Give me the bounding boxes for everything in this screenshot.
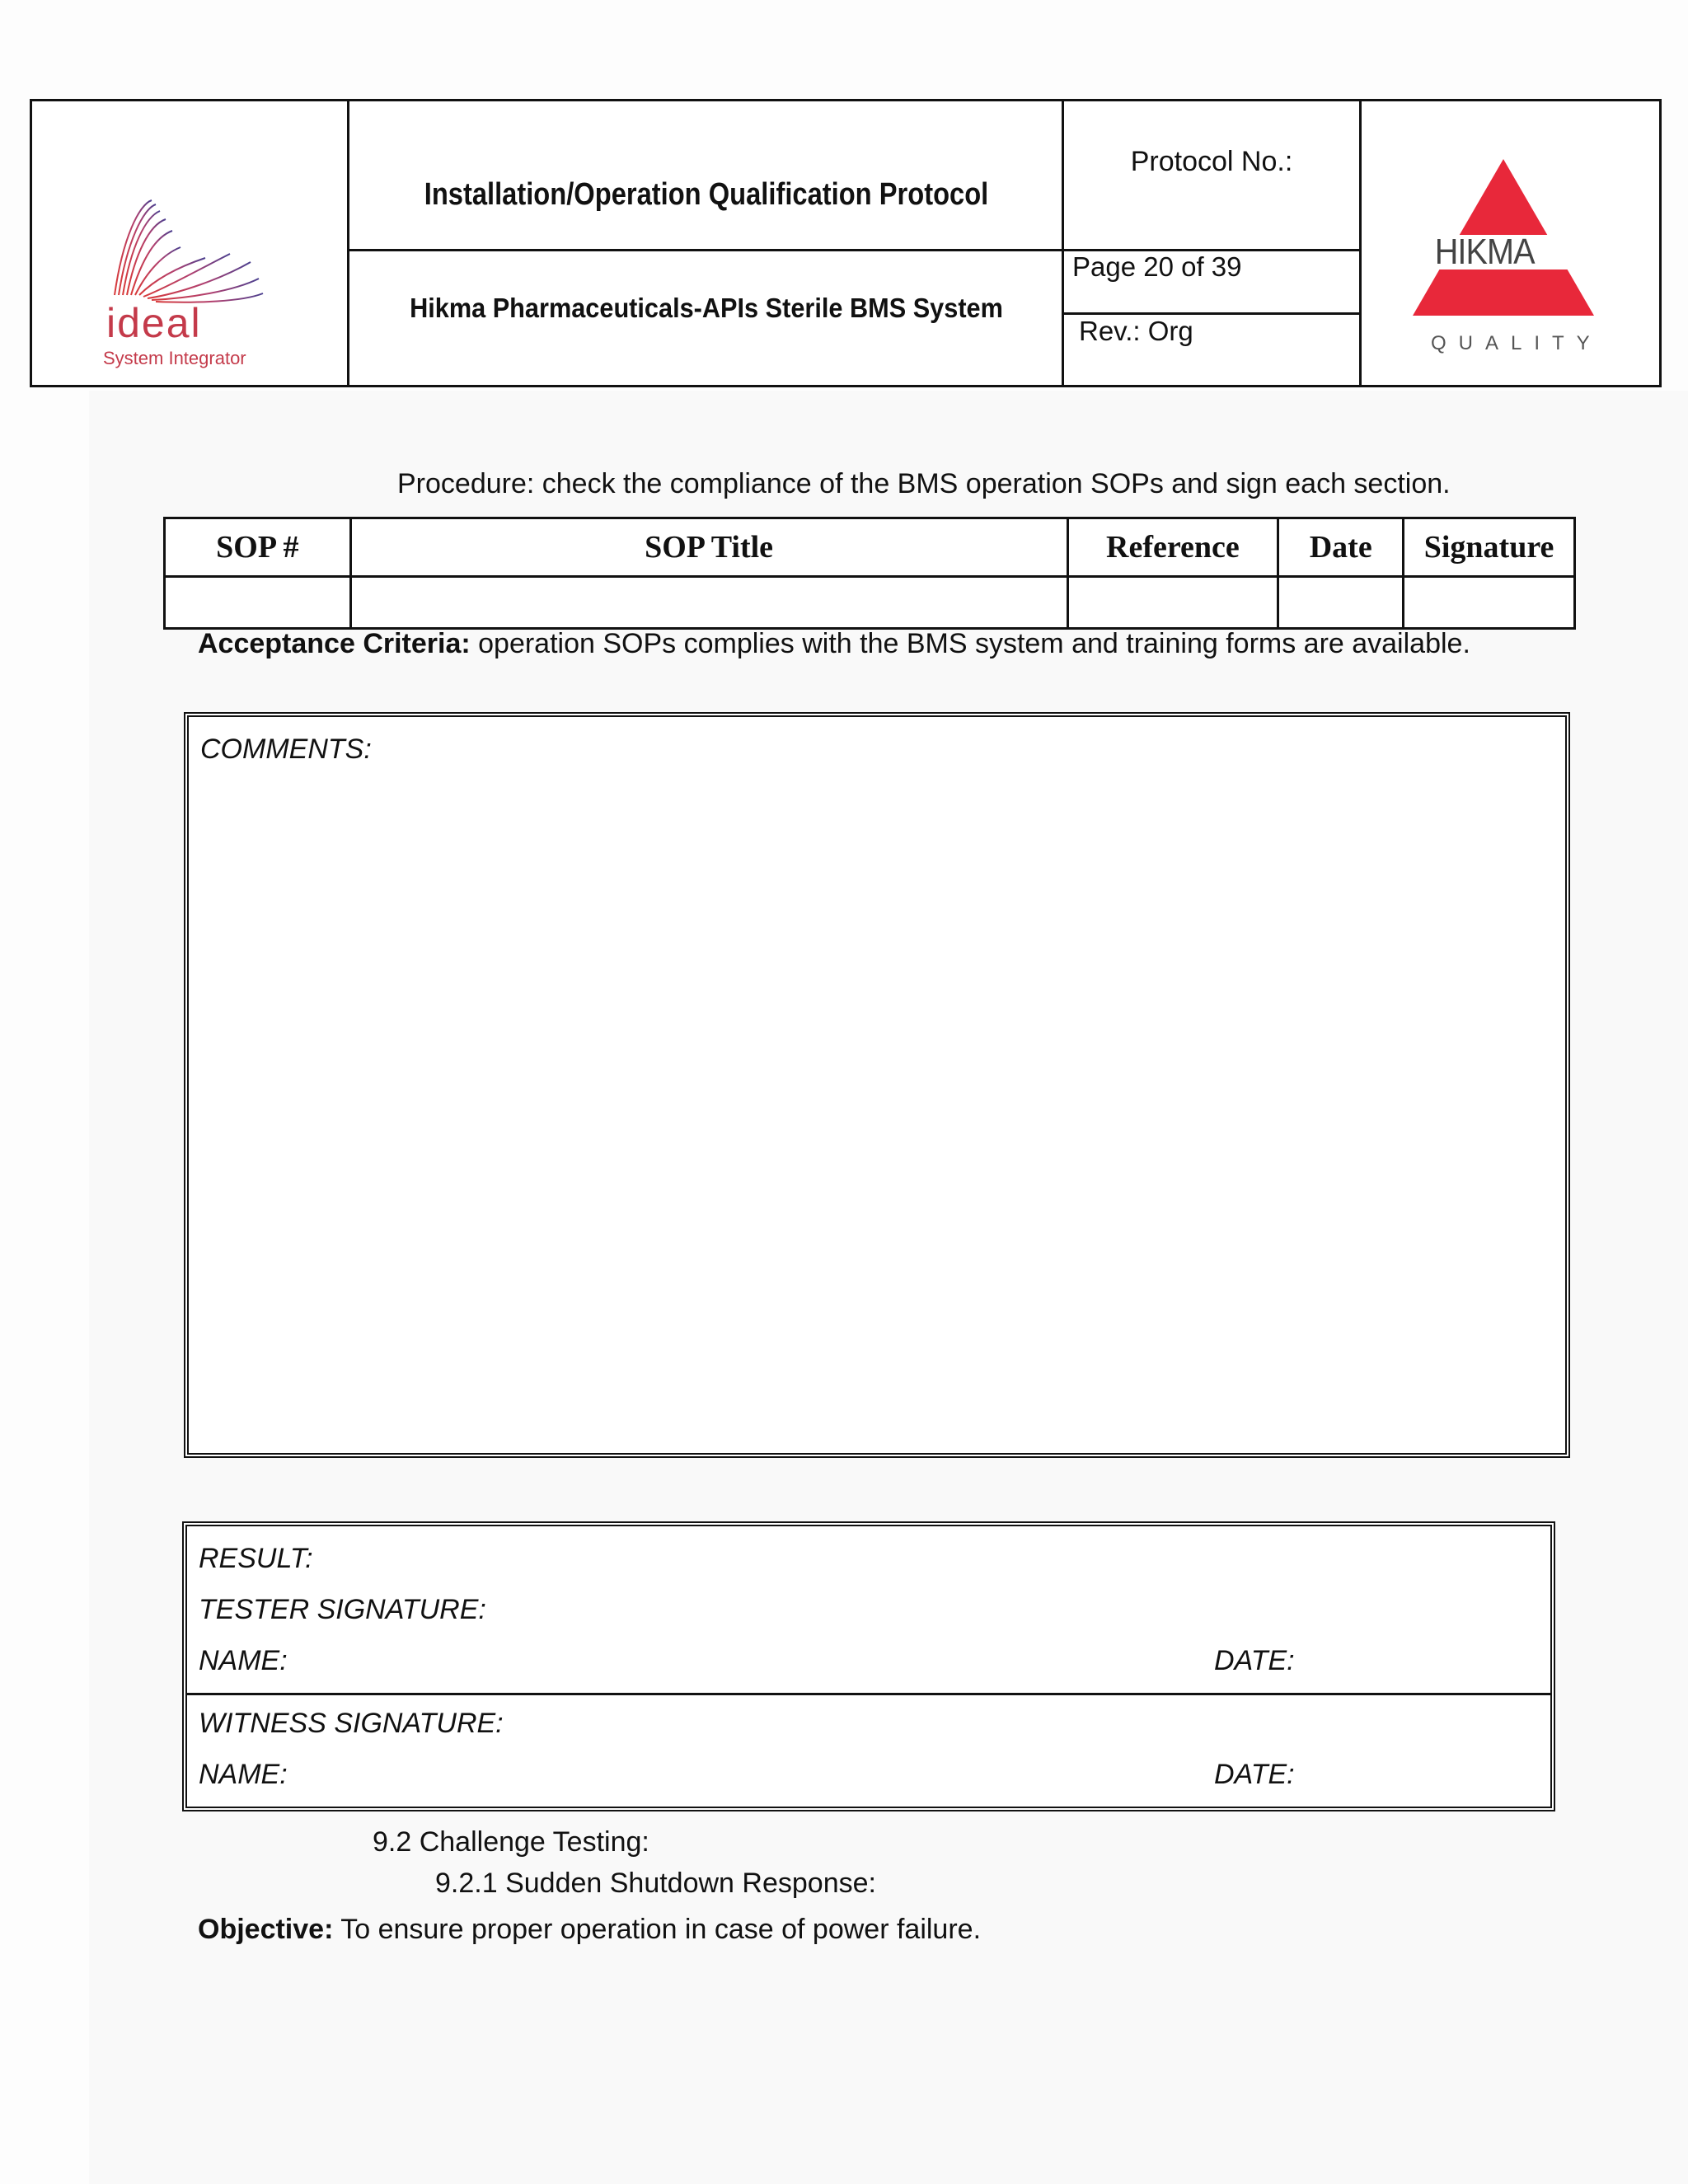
header-divider: [1062, 101, 1064, 385]
witness-name-label: NAME:: [199, 1759, 288, 1790]
protocol-title: Installation/Operation Qualification Protocol: [424, 177, 989, 212]
revision: Rev.: Org: [1079, 316, 1193, 346]
document-header: [30, 99, 1662, 387]
witness-date-label: DATE:: [1214, 1759, 1295, 1790]
comments-box[interactable]: [184, 712, 1570, 1458]
column-header-sop-title: SOP Title: [350, 518, 1067, 577]
table-cell[interactable]: [1278, 577, 1404, 629]
section-heading-sudden-shutdown: 9.2.1 Sudden Shutdown Response:: [435, 1868, 876, 1899]
hikma-tagline: QUALITY: [1431, 332, 1602, 354]
objective-label: Objective:: [198, 1914, 334, 1945]
table-cell[interactable]: [1067, 577, 1278, 629]
comments-label: COMMENTS:: [200, 733, 372, 765]
tester-signature-label: TESTER SIGNATURE:: [199, 1594, 486, 1625]
column-header-reference: Reference: [1067, 518, 1278, 577]
header-divider: [347, 101, 349, 385]
hikma-logo: [1396, 159, 1611, 365]
table-cell[interactable]: [165, 577, 351, 629]
ideal-wordmark: ideal: [106, 300, 202, 346]
ideal-tagline: System Integrator: [103, 348, 246, 368]
table-cell[interactable]: [1404, 577, 1575, 629]
header-divider: [1359, 101, 1362, 385]
column-header-signature: Signature: [1404, 518, 1575, 577]
table-row: [165, 577, 1575, 629]
acceptance-criteria: [198, 628, 1470, 660]
header-divider: [1062, 312, 1362, 315]
column-header-sop-number: SOP #: [165, 518, 351, 577]
acceptance-text: operation SOPs complies with the BMS system and training forms are available.: [470, 628, 1470, 659]
sop-table-header-row: [165, 518, 1575, 577]
protocol-number-label: Protocol No.:: [1130, 146, 1293, 177]
table-cell[interactable]: [350, 577, 1067, 629]
acceptance-label: Acceptance Criteria:: [198, 628, 471, 659]
objective: [198, 1914, 981, 1946]
tester-date-label: DATE:: [1214, 1645, 1295, 1676]
results-box: [182, 1521, 1555, 1811]
witness-signature-label: WITNESS SIGNATURE:: [199, 1708, 504, 1739]
protocol-subtitle: Hikma Pharmaceuticals-APIs Sterile BMS System: [410, 293, 1003, 323]
page-number: Page 20 of 39: [1072, 251, 1242, 282]
procedure-text: Procedure: check the compliance of the BMS operation SOPs and sign each section.: [397, 468, 1451, 499]
section-heading-challenge-testing: 9.2 Challenge Testing:: [373, 1826, 649, 1858]
objective-text: To ensure proper operation in case of power failure.: [333, 1914, 982, 1945]
sop-table: [163, 517, 1576, 630]
result-label: RESULT:: [199, 1543, 313, 1574]
hikma-wordmark: HIKMA: [1434, 232, 1535, 272]
results-divider: [187, 1693, 1550, 1695]
column-header-date: Date: [1278, 518, 1404, 577]
ideal-wave-icon: [90, 188, 288, 312]
ideal-logo: [90, 188, 288, 368]
tester-name-label: NAME:: [199, 1645, 288, 1676]
